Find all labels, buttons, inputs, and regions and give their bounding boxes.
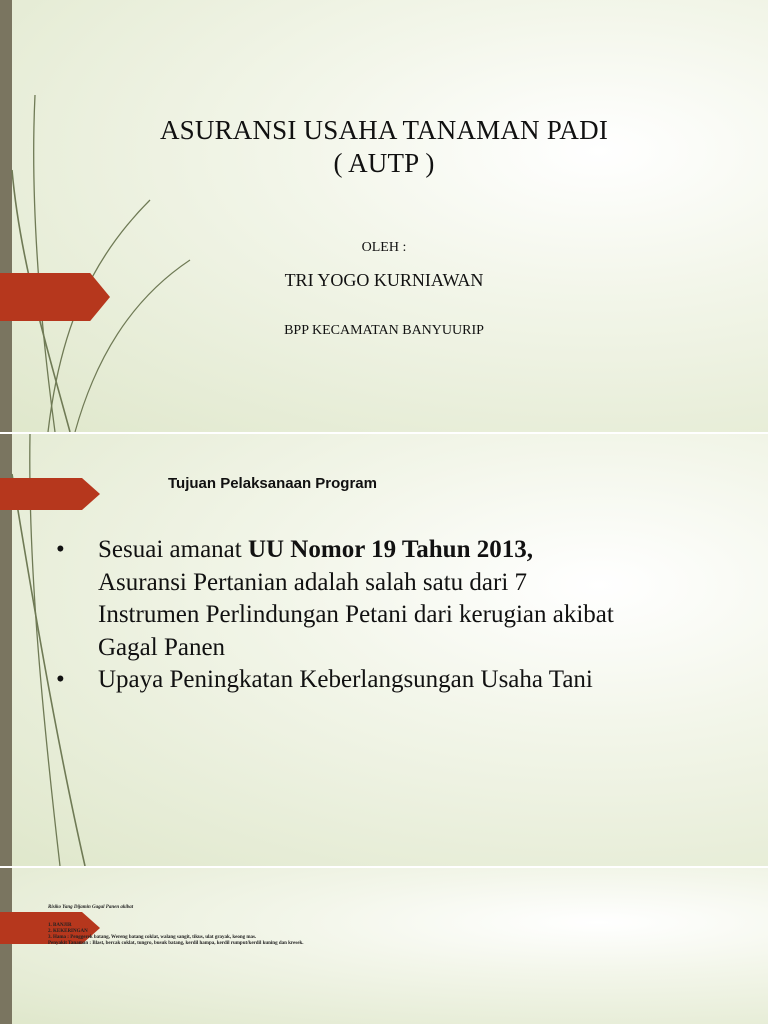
bullet-list [56, 534, 616, 697]
slide-sidebar-bar [0, 868, 12, 1024]
slide-sidebar-bar [0, 0, 12, 432]
bullet-bold-text: UU Nomor 19 Tahun 2013, [247, 536, 533, 563]
bullet-item [56, 534, 616, 664]
risk-title: Risiko Yang Dijamin Gagal Panen akibat [48, 905, 134, 910]
title-slide [0, 0, 768, 432]
bullet-text: Sesuai amanat [98, 536, 248, 563]
bullet-text: Upaya Peningkatan Keberlangsungan Usaha Tani [98, 666, 593, 693]
title-line-2: ( AUTP ) [333, 148, 435, 178]
author-name: TRI YOGO KURNIAWAN [284, 270, 484, 290]
title-line-1: ASURANSI USAHA TANAMAN PADI [159, 115, 609, 145]
bullet-icon: • [56, 666, 65, 693]
risk-item: 1. BANJIR [48, 923, 72, 928]
office-name: BPP KECAMATAN BANYUURIP [284, 323, 484, 338]
risk-text-block [48, 905, 448, 947]
bullet-icon: • [56, 536, 65, 563]
risk-item: 3. Hama : Penggerek batang, Wereng batang coklat, walang sangit, tikus, ulat grayak, keong mas. [48, 935, 257, 940]
slide-title [0, 114, 768, 180]
slide-heading: Tujuan Pelaksanaan Program [168, 475, 377, 492]
accent-arrow [0, 478, 100, 510]
by-label: OLEH : [361, 240, 407, 255]
risk-item: Penyakit Tanaman : Blast, bercak coklat, tungro, busuk batang, kerdil hampa, kerdil rumput/kerdil kuning dan kresek. [48, 941, 304, 946]
bullet-item [56, 664, 616, 697]
risk-item: 2. KEKERINGAN [48, 929, 88, 934]
decorative-swoosh [0, 0, 768, 432]
bullet-text: Asuransi Pertanian adalah salah satu dari 7 Instrumen Perlindungan Petani dari kerugian akibat Gagal Panen [98, 568, 614, 661]
